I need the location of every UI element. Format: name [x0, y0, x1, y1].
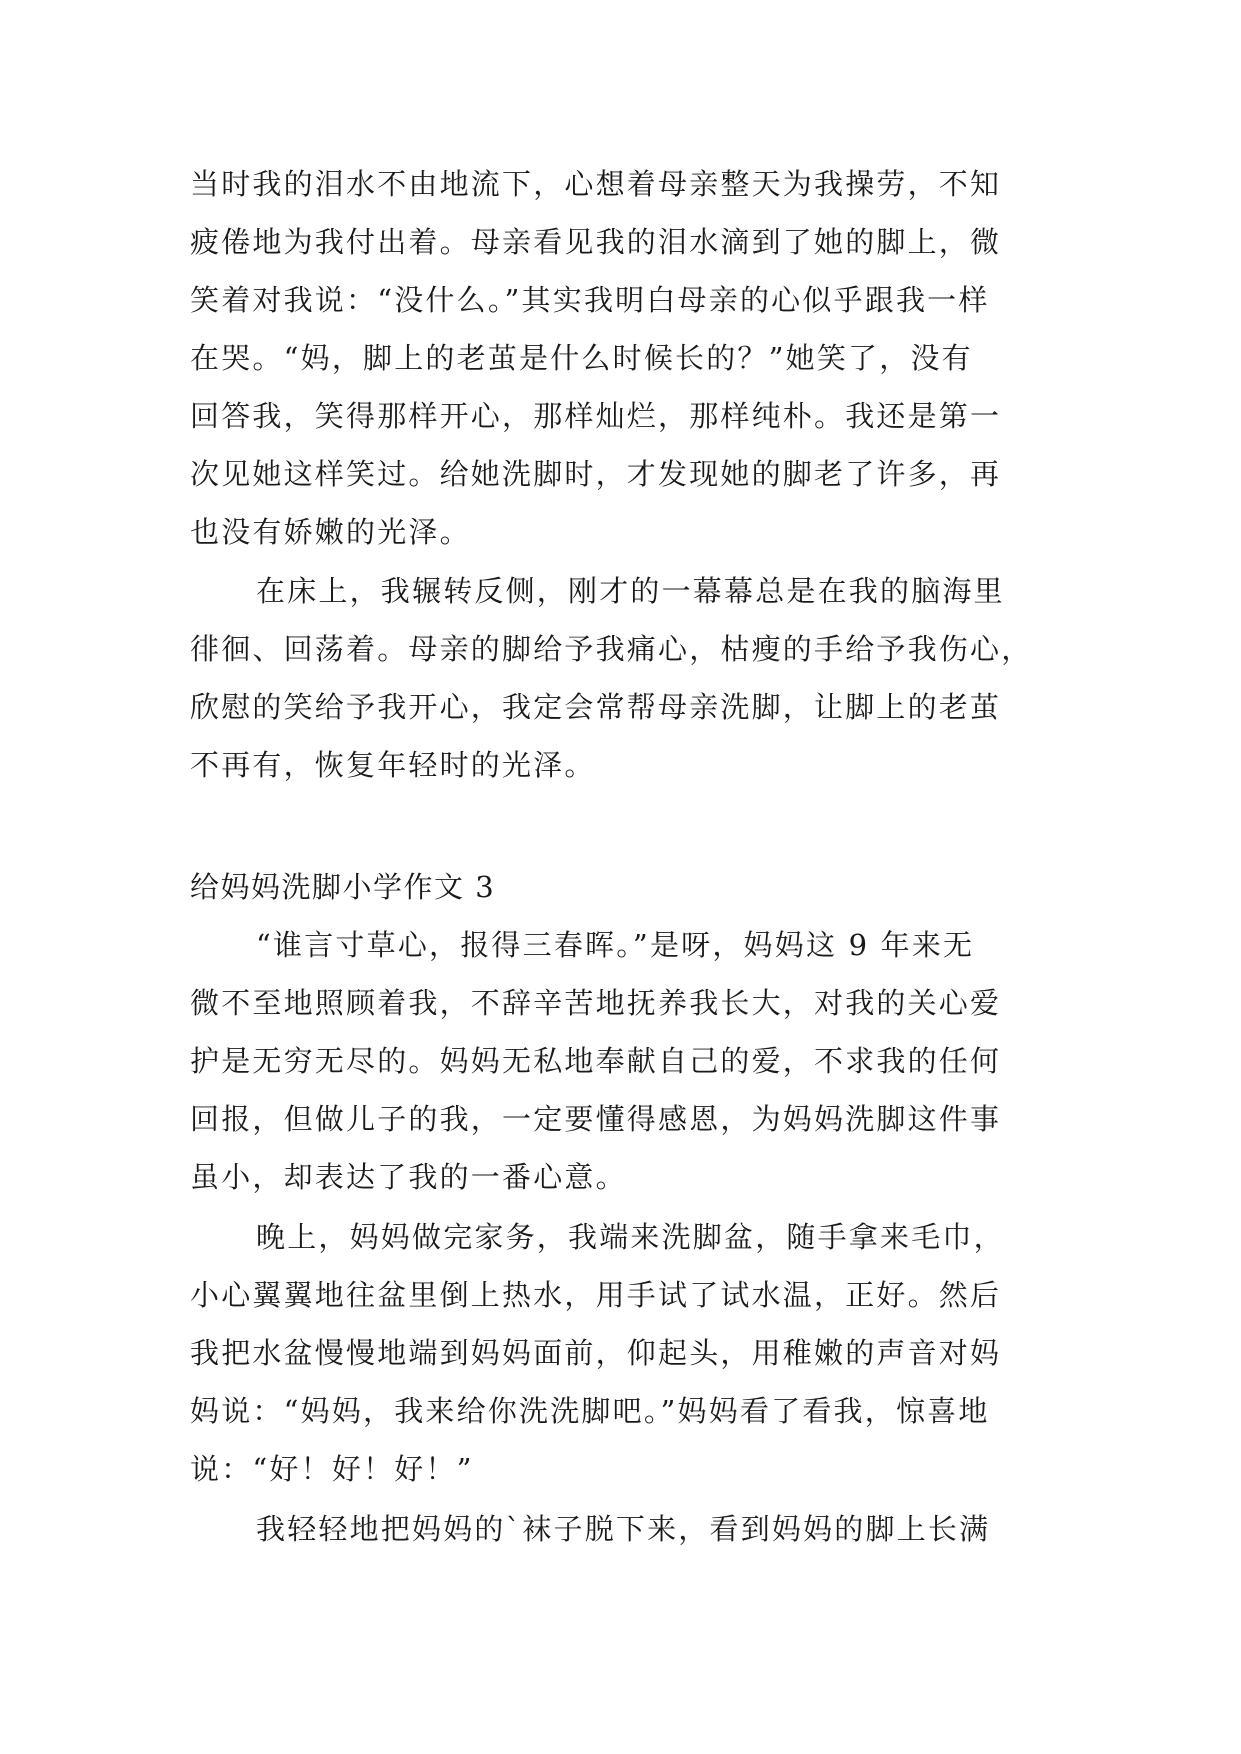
paragraph-evening — [190, 1208, 1052, 1498]
text-line: 笑着对我说：“没什么。”其实我明白母亲的心似乎跟我一样 — [190, 283, 990, 317]
text-line: 我轻轻地把妈妈的`袜子脱下来，看到妈妈的脚上长满 — [256, 1512, 991, 1546]
text-line: 在床上，我辗转反侧，刚才的一幕幕总是在我的脑海里 — [256, 574, 1005, 608]
paragraph-socks — [190, 1500, 1052, 1558]
text-line: 我把水盆慢慢地端到妈妈面前，仰起头，用稚嫩的声音对妈 — [190, 1336, 1002, 1370]
text-line: 护是无穷无尽的。妈妈无私地奉献自己的爱，不求我的任何 — [190, 1044, 1002, 1078]
text-line: 小心翼翼地往盆里倒上热水，用手试了试水温，正好。然后 — [190, 1278, 1002, 1312]
essay-title-text: 给妈妈洗脚小学作文 3 — [190, 870, 496, 904]
text-line: 不再有，恢复年轻时的光泽。 — [190, 748, 596, 782]
paragraph-continuation — [190, 155, 1052, 561]
text-line: 微不至地照顾着我，不辞辛苦地抚养我长大，对我的关心爱 — [190, 986, 1002, 1020]
essay-title — [190, 858, 1052, 916]
text-line: 说：“好！好！好！” — [190, 1452, 474, 1486]
text-line: 回报，但做儿子的我，一定要懂得感恩，为妈妈洗脚这件事 — [190, 1102, 1002, 1136]
text-line: 晚上，妈妈做完家务，我端来洗脚盆，随手拿来毛巾， — [256, 1220, 1005, 1254]
text-line: 疲倦地为我付出着。母亲看见我的泪水滴到了她的脚上，微 — [190, 225, 1002, 259]
paragraph-gratitude — [190, 916, 1052, 1206]
paragraph-in-bed — [190, 562, 1052, 794]
text-line: 次见她这样笑过。给她洗脚时，才发现她的脚老了许多，再 — [190, 457, 1002, 491]
text-line: 欣慰的笑给予我开心，我定会常帮母亲洗脚，让脚上的老茧 — [190, 690, 1002, 724]
text-line: 也没有娇嫩的光泽。 — [190, 515, 471, 549]
text-line: 当时我的泪水不由地流下，心想着母亲整天为我操劳，不知 — [190, 167, 1002, 201]
text-line: 在哭。“妈，脚上的老茧是什么时候长的？”她笑了，没有 — [190, 341, 973, 375]
text-line: 回答我，笑得那样开心，那样灿烂，那样纯朴。我还是第一 — [190, 399, 1002, 433]
text-line: 虽小，却表达了我的一番心意。 — [190, 1160, 627, 1194]
text-line: 妈说：“妈妈，我来给你洗洗脚吧。”妈妈看了看我，惊喜地 — [190, 1394, 990, 1428]
text-line: 徘徊、回荡着。母亲的脚给予我痛心，枯瘦的手给予我伤心， — [190, 632, 1033, 666]
text-line: “谁言寸草心，报得三春晖。”是呀，妈妈这 9 年来无 — [256, 928, 975, 962]
